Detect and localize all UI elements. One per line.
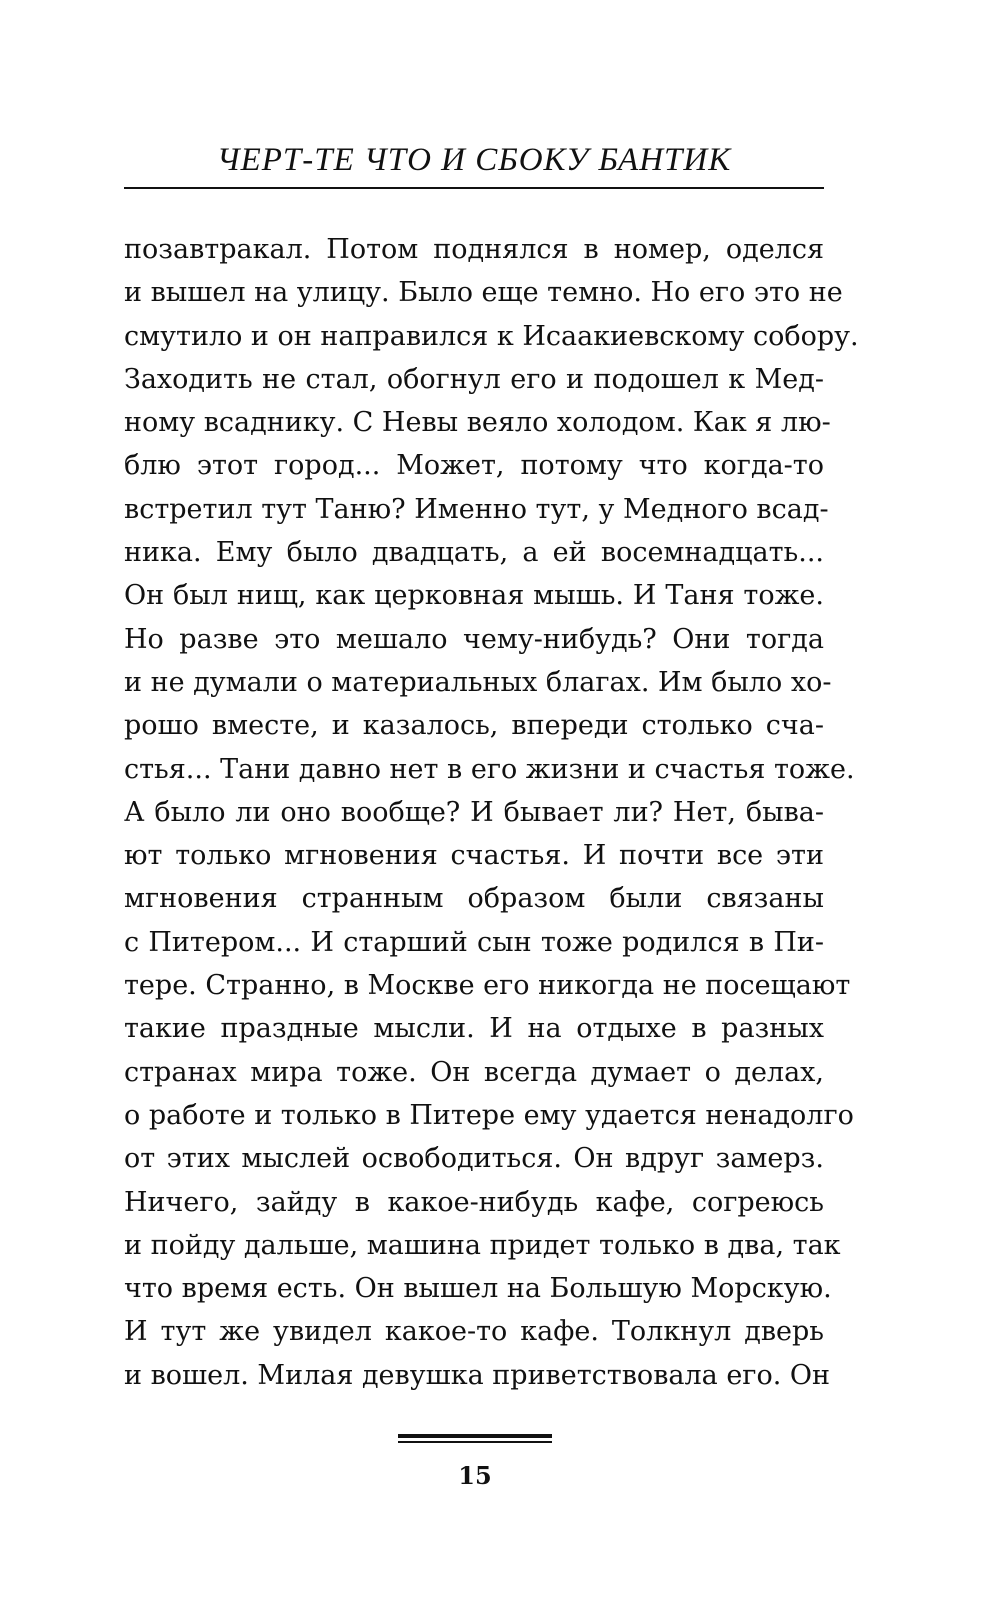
text-line: Ничего, зайду в какое-нибудь кафе, согреюсь	[124, 1186, 824, 1218]
text-line: Заходить не стал, обогнул его и подошел к Мед-	[124, 363, 824, 395]
footer-rule-thin	[398, 1441, 552, 1443]
text-line: с Питером... И старший сын тоже родился в Пи-	[124, 926, 824, 958]
header-divider	[124, 187, 824, 189]
text-line: что время есть. Он вышел на Большую Морскую.	[124, 1273, 832, 1305]
running-title: ЧЕРТ-ТЕ ЧТО И СБОКУ БАНТИК	[216, 142, 732, 178]
footer-divider	[398, 1434, 552, 1443]
text-line: позавтракал. Потом поднялся в номер, оделся	[124, 234, 824, 265]
page-number: 15	[458, 1461, 492, 1490]
text-line: Он был нищ, как церковная мышь. И Таня тоже.	[124, 580, 824, 612]
text-line: И тут же увидел какое-то кафе. Толкнул дверь	[124, 1316, 824, 1348]
text-line: ют только мгновения счастья. И почти все эти	[124, 840, 824, 872]
text-line: и пойду дальше, машина придет только в два, так	[124, 1229, 841, 1261]
text-line: блю этот город... Может, потому что когда-то	[124, 450, 824, 482]
text-line: тере. Странно, в Москве его никогда не посещают	[124, 970, 851, 1002]
text-line: ному всаднику. С Невы веяло холодом. Как я лю-	[124, 407, 831, 439]
text-line: мгновения странным образом были связаны	[124, 883, 824, 915]
text-line: А было ли оно вообще? И бывает ли? Нет, быва-	[124, 796, 824, 828]
footer-rule-thick	[398, 1434, 552, 1438]
text-line: такие праздные мысли. И на отдыхе в разных	[124, 1013, 824, 1045]
text-line: встретил тут Таню? Именно тут, у Медного всад-	[124, 493, 829, 525]
text-line: странах мира тоже. Он всегда думает о делах,	[124, 1056, 824, 1088]
text-line: и не думали о материальных благах. Им было хо-	[124, 666, 832, 698]
body-text	[124, 228, 859, 1397]
text-line: о работе и только в Питере ему удается ненадолго	[124, 1099, 854, 1131]
text-line: ника. Ему было двадцать, а ей восемнадцать...	[124, 537, 824, 569]
text-line: Но разве это мешало чему-нибудь? Они тогда	[124, 623, 824, 655]
text-line: смутило и он направился к Исаакиевскому собору.	[124, 320, 859, 352]
text-line: и вышел на улицу. Было еще темно. Но его это не	[124, 277, 843, 309]
text-line: от этих мыслей освободиться. Он вдруг замерз.	[124, 1143, 824, 1175]
text-line: рошо вместе, и казалось, впереди столько сча-	[124, 710, 824, 742]
text-line: стья... Тани давно нет в его жизни и счастья тоже.	[124, 753, 855, 785]
text-line: и вошел. Милая девушка приветствовала его. Он	[124, 1359, 830, 1391]
